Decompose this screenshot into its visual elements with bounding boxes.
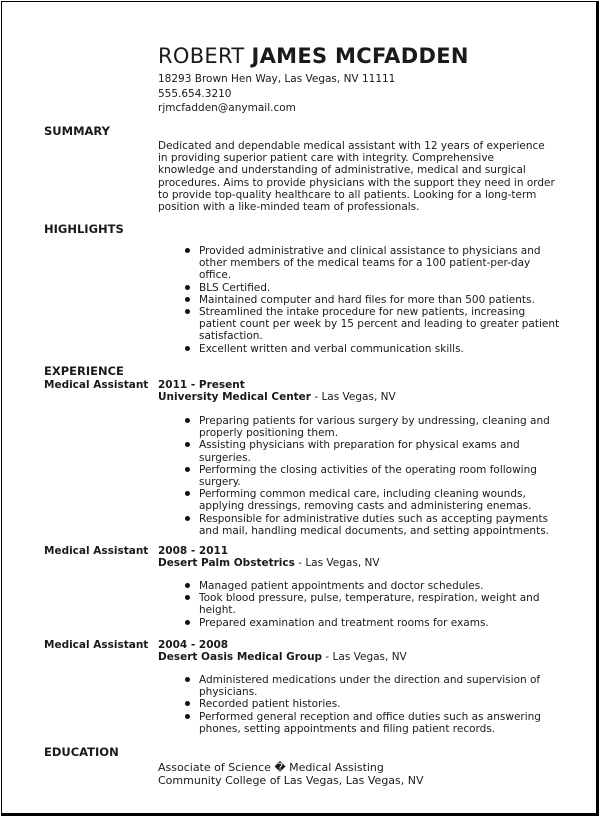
summary-line: to provide top-quality healthcare to all patients. Looking for a long-term bbox=[158, 188, 537, 201]
email[interactable]: rjmcfadden@anymail.com bbox=[158, 102, 296, 114]
highlights-heading: HIGHLIGHTS bbox=[44, 222, 124, 236]
highlight-text: Maintained computer and hard files for more than 500 patients. bbox=[199, 293, 535, 306]
list-item bbox=[185, 513, 565, 537]
company-location: - Las Vegas, NV bbox=[294, 557, 380, 569]
company-location: - Las Vegas, NV bbox=[322, 651, 407, 663]
degree: Associate of Science � Medical Assisting bbox=[158, 761, 384, 774]
company-name: Desert Oasis Medical Group bbox=[158, 651, 323, 663]
highlight-text: Provided administrative and clinical assistance to physicians and other members of the medical teams for a 100 patient-per-day office. bbox=[199, 245, 541, 282]
bullet-icon bbox=[185, 516, 190, 521]
job-title: Medical Assistant bbox=[44, 545, 149, 557]
job-dates: 2008 - 2011 bbox=[158, 545, 229, 557]
list-item bbox=[185, 464, 565, 488]
education-heading: EDUCATION bbox=[44, 745, 119, 759]
bullet-icon bbox=[185, 285, 190, 290]
duty-text: Preparing patients for various surgery by undressing, cleaning and properly positioning them. bbox=[199, 415, 550, 440]
bullet-icon bbox=[185, 418, 190, 423]
list-item bbox=[185, 488, 565, 512]
contact-info bbox=[158, 72, 395, 116]
candidate-name bbox=[158, 42, 469, 70]
list-item bbox=[185, 592, 565, 616]
duty-text: Took blood pressure, pulse, temperature, respiration, weight and height. bbox=[199, 592, 540, 617]
first-name: ROBERT bbox=[158, 44, 245, 68]
job-duties-list bbox=[185, 674, 565, 735]
bullet-icon bbox=[185, 701, 190, 706]
education-details bbox=[158, 761, 424, 787]
bullet-icon bbox=[185, 583, 190, 588]
list-item bbox=[185, 617, 565, 629]
bullet-icon bbox=[185, 491, 190, 496]
list-item bbox=[185, 282, 565, 294]
job-duties-list bbox=[185, 415, 565, 537]
bullet-icon bbox=[185, 595, 190, 600]
list-item bbox=[185, 439, 565, 463]
list-item bbox=[185, 580, 565, 592]
duty-text: Assisting physicians with preparation for physical exams and surgeries. bbox=[199, 439, 520, 464]
summary-line: knowledge and understanding of administrative, medical and surgical bbox=[158, 164, 526, 177]
bullet-icon bbox=[185, 714, 190, 719]
experience-heading: EXPERIENCE bbox=[44, 364, 124, 378]
duty-text: Recorded patient histories. bbox=[199, 698, 341, 711]
summary-text bbox=[158, 140, 558, 213]
list-item bbox=[185, 674, 565, 698]
summary-heading: SUMMARY bbox=[44, 124, 110, 138]
duty-text: Performing the closing activities of the operating room following surgery. bbox=[199, 463, 537, 489]
duty-text: Managed patient appointments and doctor schedules. bbox=[199, 580, 484, 592]
highlight-text: Streamlined the intake procedure for new patients, increasing patient count per week by 15 percent and leading to greater patient satisfaction. bbox=[199, 306, 560, 343]
company-name: University Medical Center bbox=[158, 391, 311, 403]
summary-line: procedures. Aims to provide physicians with the support they need in order bbox=[158, 176, 555, 189]
job-employer bbox=[158, 557, 380, 569]
job-employer bbox=[158, 391, 396, 403]
bullet-icon bbox=[185, 346, 190, 351]
list-item bbox=[185, 415, 565, 439]
bullet-icon bbox=[185, 677, 190, 682]
summary-line: in providing superior patient care with integrity. Comprehensive bbox=[158, 152, 495, 165]
highlight-text: Excellent written and verbal communication skills. bbox=[199, 342, 464, 355]
list-item bbox=[185, 245, 565, 282]
duty-text: Responsible for administrative duties such as accepting payments and mail, handling medical documents, and setting appointments. bbox=[199, 512, 549, 537]
bullet-icon bbox=[185, 620, 190, 625]
duty-text: Performing common medical care, including cleaning wounds, applying dressings, removing casts and administering enemas. bbox=[199, 488, 532, 513]
list-item bbox=[185, 711, 565, 735]
job-dates: 2011 - Present bbox=[158, 379, 245, 391]
job-employer bbox=[158, 651, 407, 663]
job-title: Medical Assistant bbox=[44, 379, 149, 391]
bullet-icon bbox=[185, 442, 190, 447]
company-name: Desert Palm Obstetrics bbox=[158, 557, 295, 569]
summary-line: Dedicated and dependable medical assistant with 12 years of experience bbox=[158, 140, 545, 152]
duty-text: Administered medications under the direction and supervision of physicians. bbox=[199, 674, 541, 699]
job-dates: 2004 - 2008 bbox=[158, 639, 229, 651]
bullet-icon bbox=[185, 309, 190, 314]
duty-text: Prepared examination and treatment rooms for exams. bbox=[199, 616, 489, 629]
list-item bbox=[185, 343, 565, 355]
duty-text: Performed general reception and office duties such as answering phones, setting appointments and filing patient records. bbox=[199, 710, 541, 735]
phone: 555.654.3210 bbox=[158, 87, 232, 100]
list-item bbox=[185, 294, 565, 306]
last-name: JAMES MCFADDEN bbox=[251, 44, 469, 68]
bullet-icon bbox=[185, 248, 190, 253]
company-location: - Las Vegas, NV bbox=[310, 391, 396, 403]
bullet-icon bbox=[185, 467, 190, 472]
list-item bbox=[185, 306, 565, 343]
job-duties-list bbox=[185, 580, 565, 629]
bullet-icon bbox=[185, 297, 190, 302]
summary-line: position with a like-minded team of professionals. bbox=[158, 201, 420, 214]
school: Community College of Las Vegas, Las Vegas, NV bbox=[158, 774, 424, 787]
highlights-list bbox=[185, 245, 565, 355]
list-item bbox=[185, 698, 565, 710]
address: 18293 Brown Hen Way, Las Vegas, NV 11111 bbox=[158, 73, 396, 85]
highlight-text: BLS Certified. bbox=[199, 281, 271, 294]
job-title: Medical Assistant bbox=[44, 639, 149, 651]
